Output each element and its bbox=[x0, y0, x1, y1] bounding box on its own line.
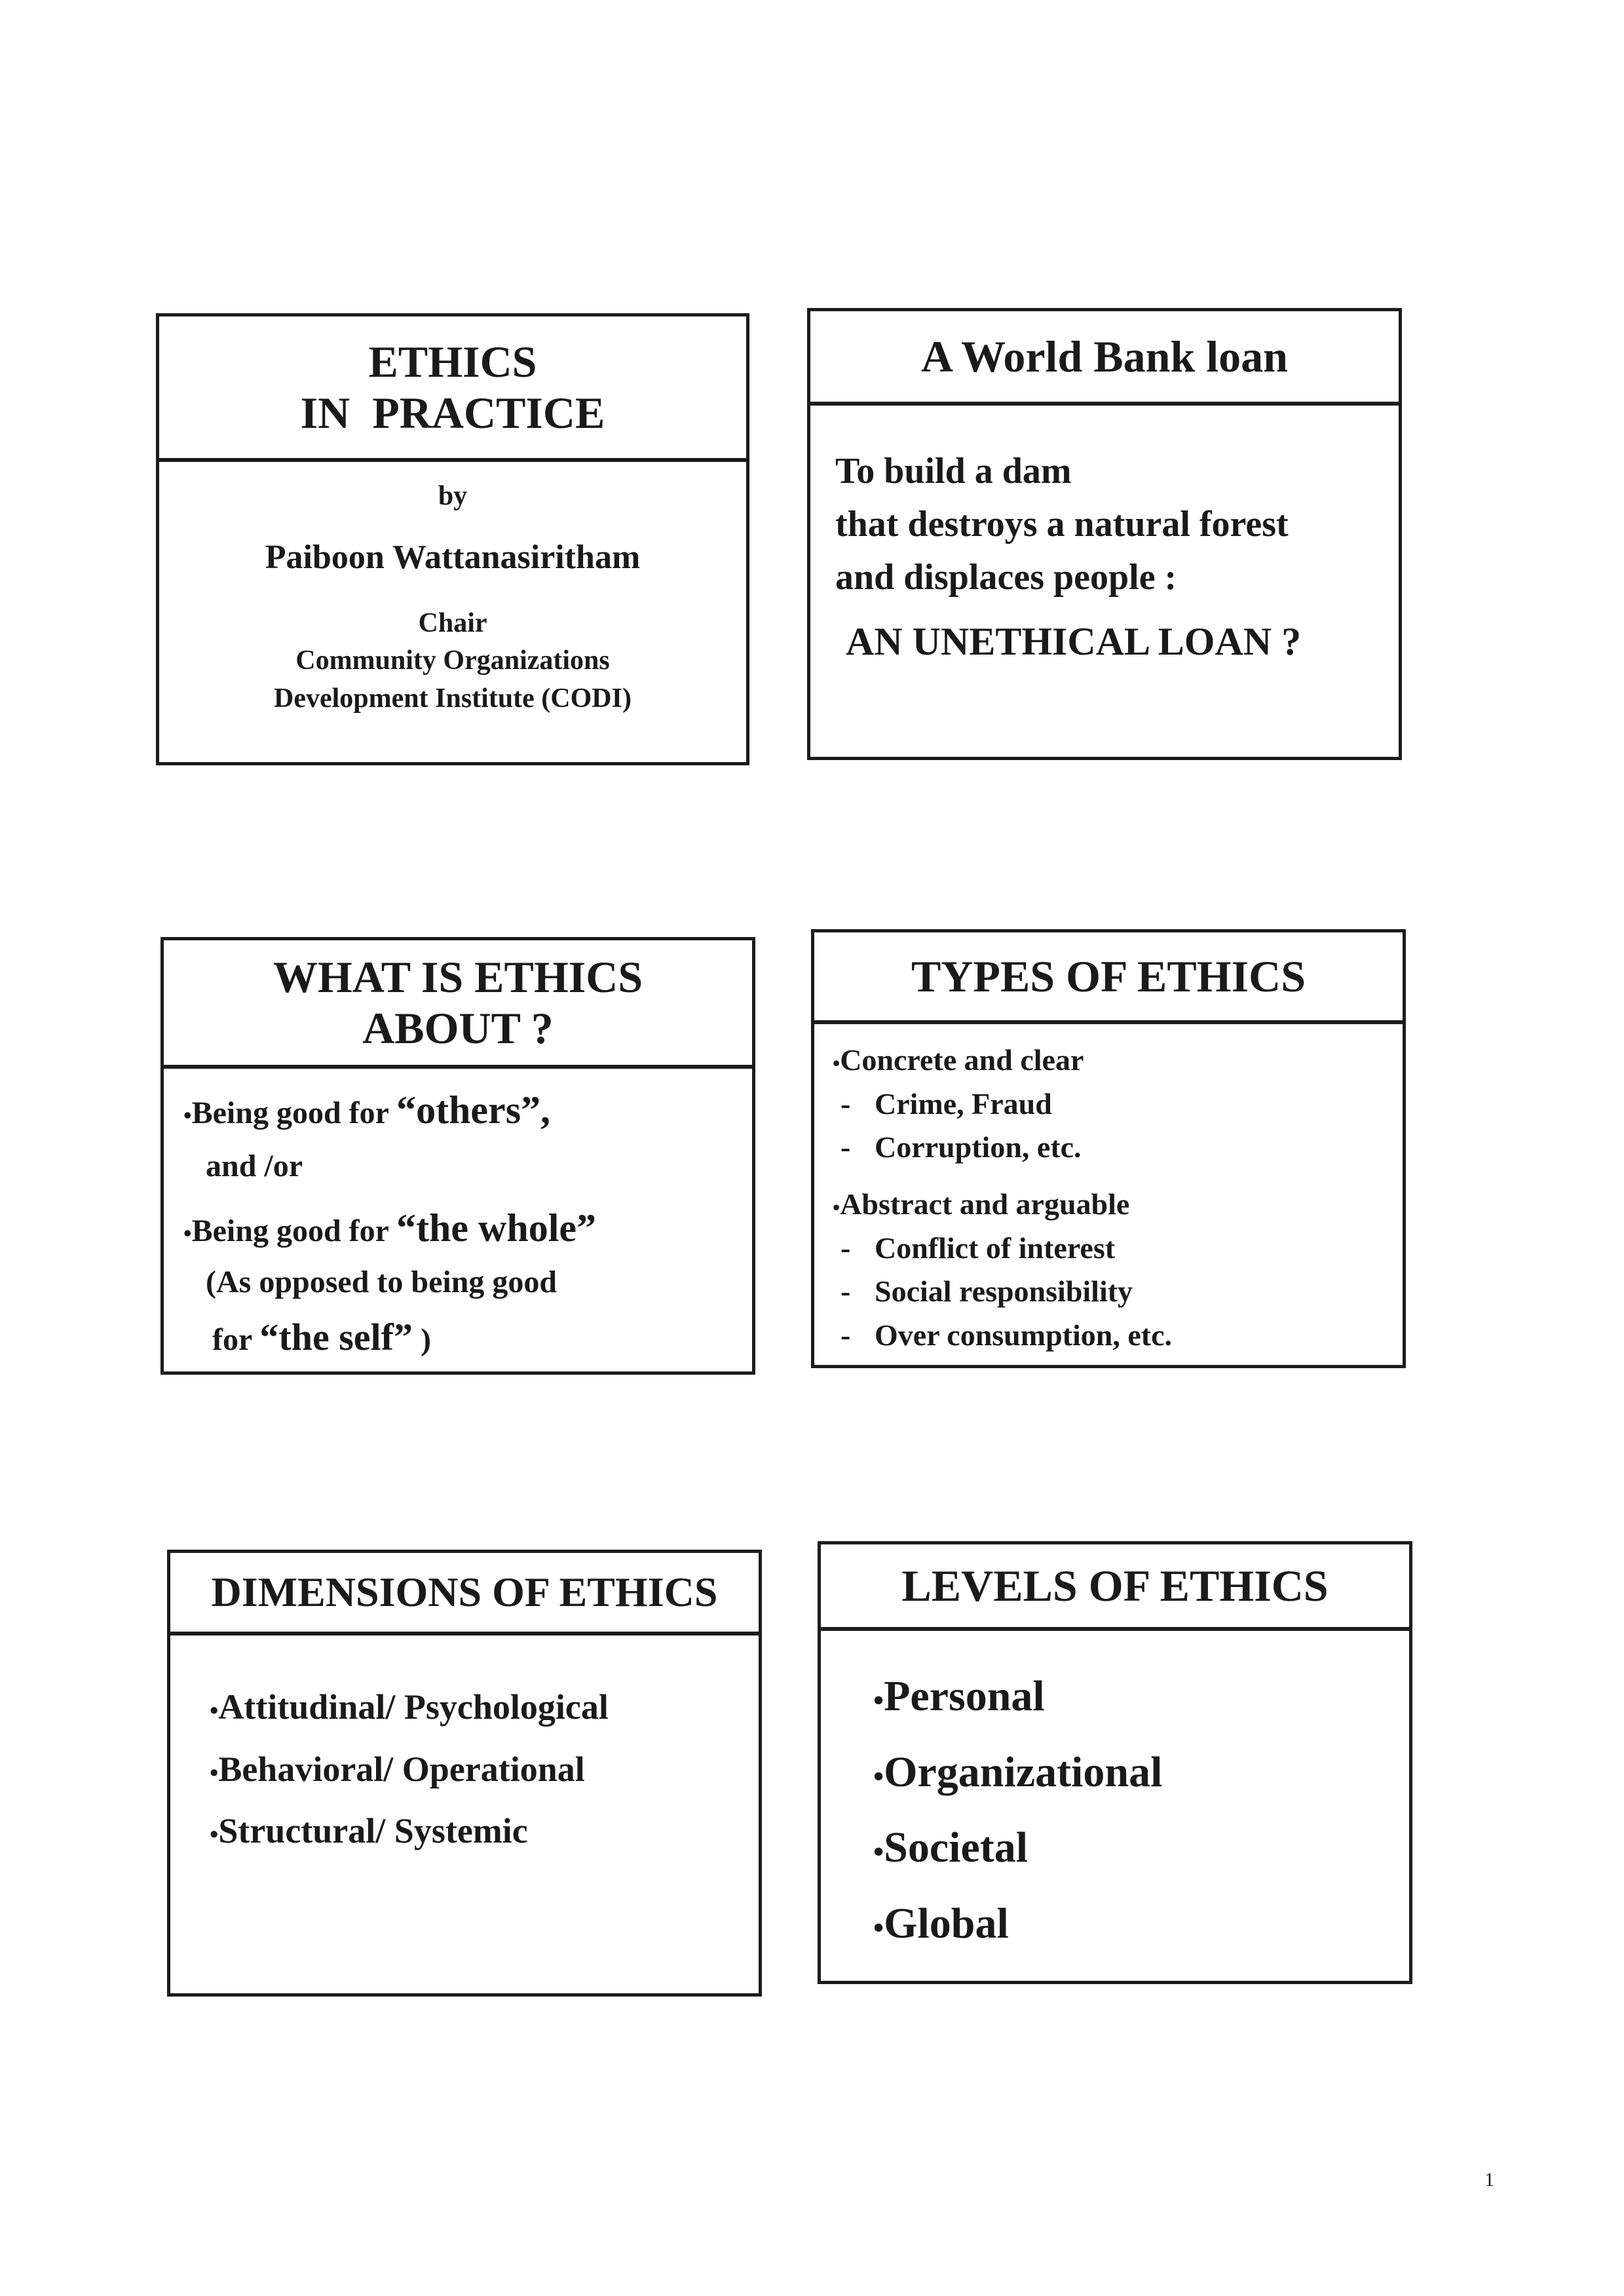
dash-icon: - bbox=[840, 1231, 851, 1265]
bullet-item bbox=[873, 1658, 1409, 1734]
slide-header bbox=[159, 316, 746, 462]
bullet-item bbox=[210, 1676, 759, 1738]
bullet-item bbox=[183, 1198, 752, 1257]
dash-icon: - bbox=[840, 1318, 851, 1352]
bullet-text: Organizational bbox=[884, 1748, 1163, 1796]
group-heading-text: Concrete and clear bbox=[840, 1043, 1084, 1077]
bullet-item bbox=[873, 1734, 1409, 1810]
group-heading bbox=[833, 1039, 1403, 1082]
sub-item-text: Social responsibility bbox=[875, 1274, 1133, 1309]
sub-item bbox=[833, 1227, 1403, 1271]
slide-types-of-ethics bbox=[811, 929, 1406, 1368]
author-name: Paiboon Wattanasiritham bbox=[265, 539, 641, 576]
sub-item-text: Crime, Fraud bbox=[875, 1086, 1052, 1120]
sub-item-text: Over consumption, etc. bbox=[875, 1318, 1173, 1352]
continuation-text: for bbox=[212, 1322, 260, 1358]
dash-icon: - bbox=[840, 1086, 851, 1120]
sub-item-text: Corruption, etc. bbox=[875, 1130, 1082, 1164]
question-line: AN UNETHICAL LOAN ? bbox=[846, 619, 1302, 663]
author-role: Chair bbox=[418, 608, 487, 638]
slide-world-bank-loan bbox=[807, 308, 1402, 760]
slide-header bbox=[821, 1544, 1409, 1631]
bullet-item bbox=[873, 1810, 1409, 1886]
slide-title: LEVELS OF ETHICS bbox=[901, 1560, 1329, 1611]
sub-item-text: Conflict of interest bbox=[875, 1231, 1116, 1265]
bullet-text: Personal bbox=[884, 1672, 1045, 1720]
slide-body bbox=[159, 462, 746, 762]
bullet-icon bbox=[873, 1683, 884, 1717]
continuation-text: ) bbox=[412, 1322, 431, 1358]
slide-levels-of-ethics bbox=[818, 1541, 1412, 1984]
slide-what-is-ethics-about bbox=[161, 937, 755, 1375]
bullet-emphasis: “others”, bbox=[396, 1088, 551, 1132]
slide-header bbox=[170, 1553, 759, 1636]
slide-title-line: IN PRACTICE bbox=[300, 388, 605, 438]
dash-icon: - bbox=[840, 1274, 851, 1309]
bullet-text: Structural/ Systemic bbox=[218, 1811, 528, 1850]
organization-line: Development Institute (CODI) bbox=[274, 683, 632, 714]
bullet-icon bbox=[873, 1759, 884, 1793]
bullet-text: Global bbox=[884, 1899, 1009, 1947]
bullet-continuation bbox=[183, 1307, 752, 1368]
bullet-icon bbox=[833, 1051, 840, 1075]
bullet-item bbox=[210, 1738, 759, 1801]
bullet-icon bbox=[873, 1911, 884, 1944]
sub-item bbox=[833, 1314, 1403, 1358]
slide-header bbox=[810, 311, 1399, 406]
sub-item bbox=[833, 1270, 1403, 1314]
body-line: To build a dam bbox=[835, 451, 1072, 491]
bullet-text: Being good for bbox=[191, 1096, 397, 1130]
slide-header bbox=[164, 940, 752, 1069]
bullet-icon bbox=[183, 1220, 192, 1246]
body-line: and displaces people : bbox=[835, 557, 1177, 598]
slide-title: TYPES OF ETHICS bbox=[911, 951, 1306, 1001]
bullet-icon bbox=[833, 1195, 840, 1219]
continuation-emphasis: “the self” bbox=[259, 1316, 413, 1359]
slide-body bbox=[814, 1024, 1403, 1365]
byline: by bbox=[438, 481, 468, 511]
bullet-emphasis: “the whole” bbox=[396, 1206, 597, 1250]
bullet-icon bbox=[210, 1821, 218, 1848]
bullet-icon bbox=[183, 1102, 192, 1128]
bullet-text: Societal bbox=[884, 1824, 1029, 1871]
bullet-text: Attitudinal/ Psychological bbox=[218, 1687, 609, 1727]
organization-line: Community Organizations bbox=[295, 645, 610, 676]
body-line: that destroys a natural forest bbox=[835, 504, 1289, 545]
bullet-item bbox=[873, 1886, 1409, 1962]
slide-body bbox=[810, 406, 1399, 757]
bullet-text: Behavioral/ Operational bbox=[218, 1749, 585, 1789]
dash-icon: - bbox=[840, 1130, 851, 1164]
bullet-continuation: (As opposed to being good bbox=[206, 1264, 557, 1299]
slide-title-line: ETHICS bbox=[368, 336, 537, 387]
bullet-text: Being good for bbox=[191, 1213, 397, 1248]
slide-body bbox=[170, 1636, 759, 1993]
bullet-icon bbox=[210, 1759, 218, 1787]
bullet-icon bbox=[873, 1835, 884, 1868]
slide-ethics-in-practice bbox=[156, 313, 749, 765]
slide-body bbox=[821, 1631, 1409, 1981]
sub-item bbox=[833, 1082, 1403, 1126]
group-heading-text: Abstract and arguable bbox=[840, 1187, 1130, 1221]
slide-title: A World Bank loan bbox=[921, 331, 1288, 381]
page-number: 1 bbox=[1484, 2169, 1494, 2191]
group-heading bbox=[833, 1183, 1403, 1227]
slide-dimensions-of-ethics bbox=[167, 1550, 762, 1997]
slide-title: DIMENSIONS OF ETHICS bbox=[211, 1569, 718, 1616]
bullet-icon bbox=[210, 1697, 218, 1725]
bullet-item bbox=[183, 1081, 752, 1139]
slide-header bbox=[814, 932, 1403, 1024]
sub-item bbox=[833, 1126, 1403, 1170]
bullet-continuation: and /or bbox=[206, 1149, 303, 1183]
slide-title-line: ABOUT ? bbox=[362, 1003, 554, 1053]
slide-title-line: WHAT IS ETHICS bbox=[273, 951, 643, 1002]
bullet-item bbox=[210, 1800, 759, 1862]
slide-body bbox=[164, 1069, 752, 1371]
